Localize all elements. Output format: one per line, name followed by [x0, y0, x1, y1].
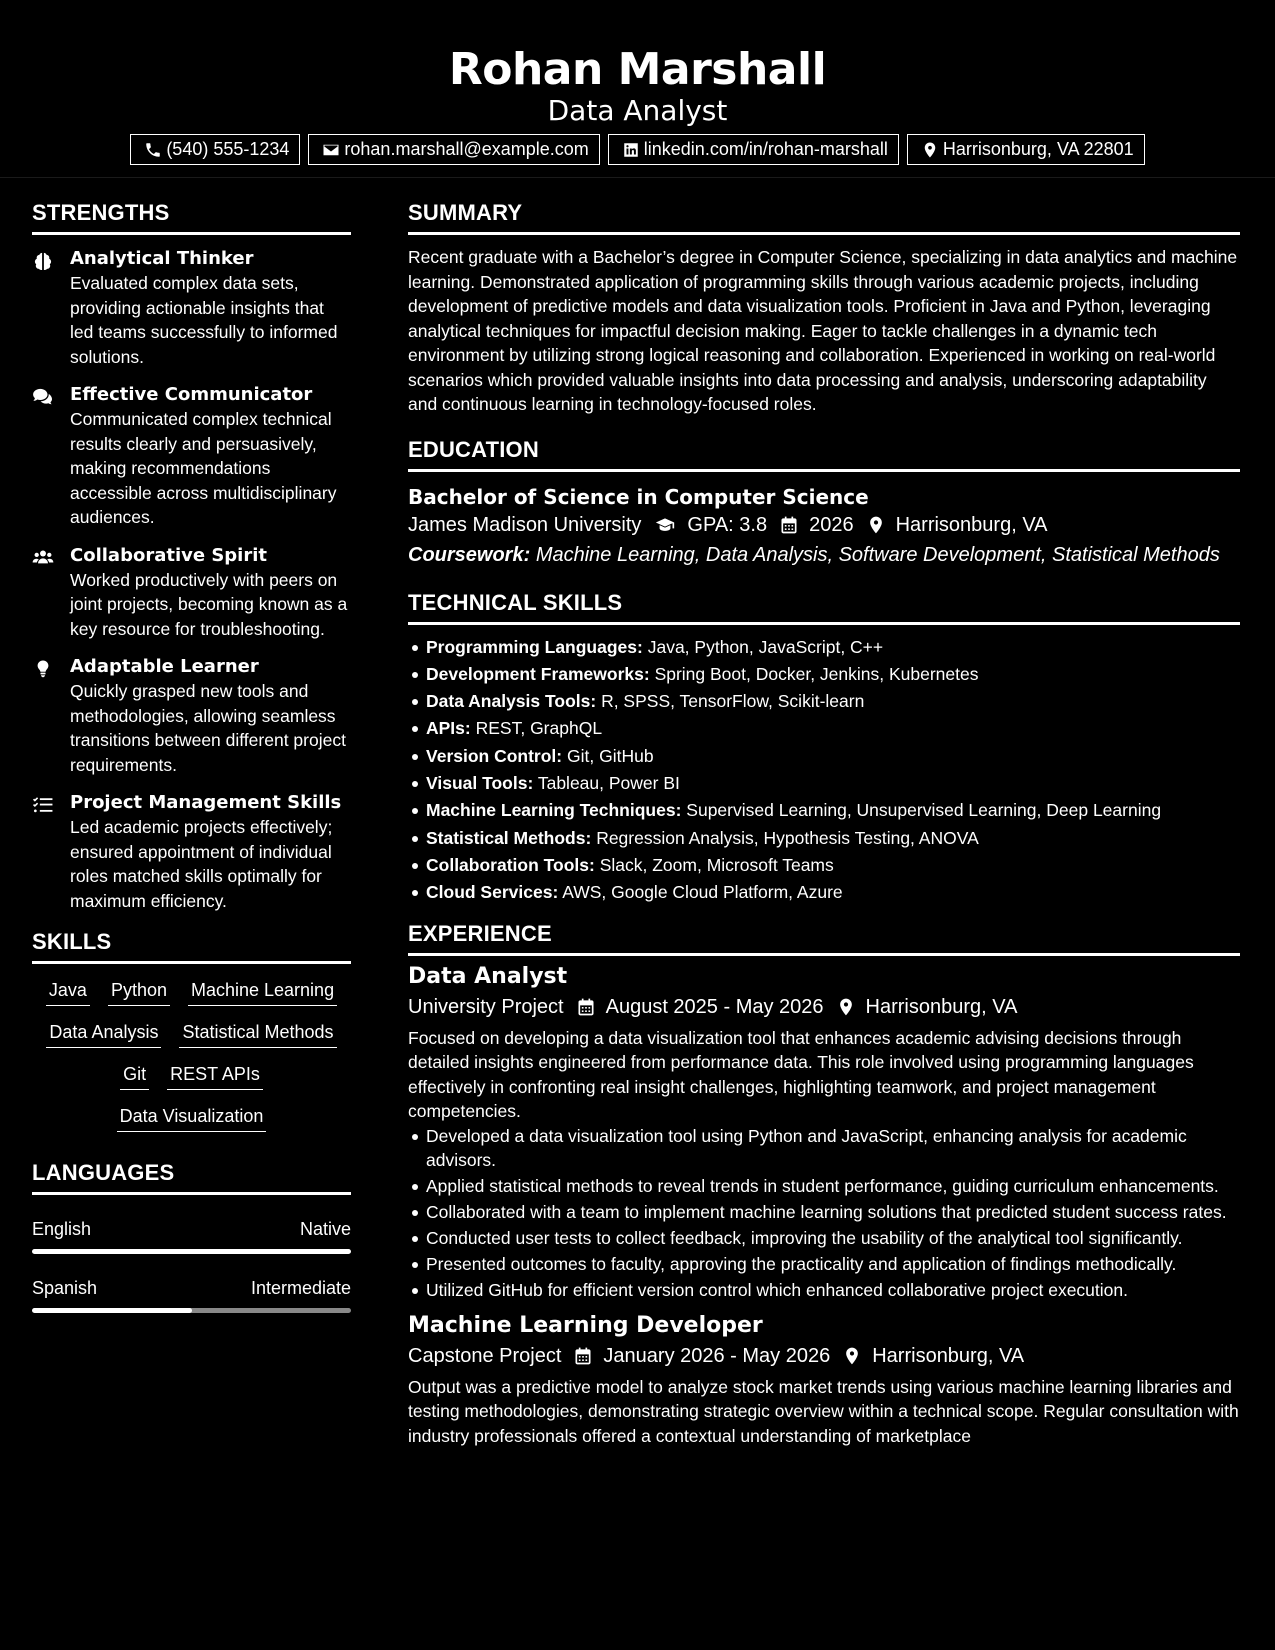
education-location: Harrisonburg, VA [895, 513, 1048, 536]
skill-category-value: Slack, Zoom, Microsoft Teams [599, 854, 834, 875]
coursework-label: Coursework: [408, 543, 531, 566]
strength-item [32, 383, 351, 530]
contact-email[interactable] [308, 134, 599, 165]
calendar-icon [576, 997, 596, 1017]
linkedin-icon [622, 141, 640, 159]
experience-title: EXPERIENCE [408, 919, 1240, 956]
languages-title: LANGUAGES [32, 1158, 351, 1195]
skill-tag: Machine Learning [188, 978, 337, 1006]
strength-item [32, 247, 351, 369]
right-column [408, 198, 1240, 1448]
phone-icon [144, 141, 162, 159]
language-name: English [32, 1219, 92, 1239]
skill-category-label: Development Frameworks: [426, 663, 650, 684]
candidate-name: Rohan Marshall [448, 44, 827, 95]
strength-item [32, 544, 351, 642]
education-school: James Madison University [408, 513, 642, 536]
strengths-title: STRENGTHS [32, 198, 351, 235]
education-gpa: GPA: 3.8 [687, 513, 768, 536]
education-year: 2026 [809, 513, 854, 536]
language-proficiency-fill [32, 1308, 192, 1313]
language-row [32, 1276, 351, 1300]
job-description: Focused on developing a data visualization tool that enhances academic advising decisions through detailed insights engineered from performance data. This role involved using programming languages effectively in confronting real insight challenges, highlighting teamwork, and project management competencies. [408, 1027, 1194, 1122]
skill-tag: Git [120, 1062, 149, 1090]
job-bullet: Collaborated with a team to implement machine learning solutions that predicted student success rates. [426, 1200, 1240, 1225]
skill-category-label: Visual Tools: [426, 772, 534, 793]
technical-skills-section [408, 588, 1240, 905]
users-icon [32, 549, 54, 567]
job-bullet: Utilized GitHub for efficient version control which enhanced collaborative project execution. [426, 1278, 1240, 1303]
contact-email-text: rohan.marshall@example.com [344, 139, 589, 159]
technical-skill-item [426, 771, 1240, 796]
summary-text: Recent graduate with a Bachelor’s degree in Computer Science, specializing in data analytics and machine learning. Demonstrated application of programming skills through various academic projects, including development of predictive models and data visualization tools. Proficient in Java and Python, leveraging analytical techniques for impactful decision making. Eager to tackle challenges in a dynamic tech environment by utilizing strong logical reasoning and collaboration. Experienced in working on real-world scenarios which provided valuable insights into data processing and analysis, underscoring adaptability and continuous learning in technology-focused roles. [408, 247, 1238, 414]
job-meta [408, 1341, 1240, 1371]
skill-category-label: Collaboration Tools: [426, 854, 595, 875]
job-bullet: Developed a data visualization tool using Python and JavaScript, enhancing analysis for academic advisors. [426, 1124, 1240, 1173]
contact-location [907, 134, 1145, 165]
technical-skill-item [426, 662, 1240, 687]
language-row [32, 1217, 351, 1241]
job-dates: January 2026 - May 2026 [603, 1344, 831, 1367]
contact-linkedin-text: linkedin.com/in/rohan-marshall [643, 139, 888, 159]
skill-category-value: Tableau, Power BI [537, 772, 680, 793]
brain-icon [32, 252, 54, 270]
skill-category-label: Data Analysis Tools: [426, 691, 597, 712]
location-pin-icon [842, 1346, 862, 1366]
language-proficiency-fill [32, 1249, 351, 1254]
location-pin-icon [836, 997, 856, 1017]
contact-linkedin[interactable] [608, 134, 899, 165]
language-level: Native [299, 1219, 351, 1239]
education-degree: Bachelor of Science in Computer Science [408, 484, 869, 509]
education-meta [408, 510, 1240, 540]
job-bullet: Conducted user tests to collect feedback, improving the usability of the analytical tool significantly. [426, 1226, 1240, 1251]
technical-skill-item [426, 744, 1240, 769]
skill-category-value: Regression Analysis, Hypothesis Testing, ANOVA [596, 827, 979, 848]
skill-category-label: APIs: [426, 718, 471, 739]
language-proficiency-bar [32, 1308, 351, 1313]
technical-skill-item [426, 689, 1240, 714]
job-entry [408, 962, 1240, 1303]
job-title: Machine Learning Developer [408, 1312, 763, 1338]
strength-title: Project Management Skills [70, 792, 342, 813]
skill-category-value: R, SPSS, TensorFlow, Scikit-learn [601, 691, 865, 712]
job-bullet: Presented outcomes to faculty, approving the practicality and application of findings methodically. [426, 1252, 1240, 1277]
skill-tag: Java [46, 978, 90, 1006]
location-pin-icon [866, 515, 886, 535]
skill-tag: Data Analysis [46, 1020, 161, 1048]
left-column [32, 198, 351, 1313]
job-dates: August 2025 - May 2026 [605, 995, 824, 1018]
technical-skill-item [426, 826, 1240, 851]
language-name: Spanish [32, 1278, 98, 1298]
strength-item [32, 655, 351, 777]
job-bullets [408, 1124, 1240, 1303]
job-org: Capstone Project [408, 1344, 562, 1367]
technical-skill-item [426, 798, 1240, 823]
skill-tag: Data Visualization [117, 1104, 267, 1132]
resume-header [0, 0, 1275, 178]
skill-category-label: Statistical Methods: [426, 827, 592, 848]
calendar-icon [573, 1346, 593, 1366]
skill-category-value: REST, GraphQL [475, 718, 603, 739]
job-meta [408, 992, 1240, 1022]
strength-title: Adaptable Learner [70, 656, 259, 677]
task-list-icon [32, 796, 54, 814]
skills-tags [32, 978, 351, 1132]
strength-desc: Evaluated complex data sets, providing actionable insights that led teams successfully to informed solutions. [70, 273, 338, 367]
job-entry [408, 1311, 1240, 1449]
contact-bar [0, 134, 1275, 165]
chat-bubbles-icon [32, 388, 54, 406]
skill-category-label: Cloud Services: [426, 882, 559, 903]
strength-title: Collaborative Spirit [70, 544, 267, 566]
skill-tag: Python [108, 978, 170, 1006]
technical-skill-item [426, 853, 1240, 878]
languages-section [32, 1158, 351, 1313]
contact-location-text: Harrisonburg, VA 22801 [942, 139, 1134, 159]
skill-category-label: Version Control: [426, 745, 563, 766]
education-section [408, 435, 1240, 570]
job-location: Harrisonburg, VA [865, 995, 1018, 1018]
technical-skills-title: TECHNICAL SKILLS [408, 588, 1240, 625]
skill-category-label: Programming Languages: [426, 636, 643, 657]
job-org: University Project [408, 995, 564, 1018]
experience-section [408, 919, 1240, 1449]
contact-phone[interactable] [130, 134, 300, 165]
strength-title: Analytical Thinker [70, 248, 254, 269]
strengths-list [32, 247, 351, 913]
education-title: EDUCATION [408, 435, 1240, 472]
coursework-list: Machine Learning, Data Analysis, Software Development, Statistical Methods [535, 543, 1220, 566]
job-bullet: Applied statistical methods to reveal trends in student performance, guiding curriculum enhancements. [426, 1174, 1240, 1199]
candidate-role: Data Analyst [547, 94, 728, 127]
graduation-cap-icon [653, 515, 677, 535]
language-level: Intermediate [250, 1278, 351, 1298]
strength-desc: Communicated complex technical results clearly and persuasively, making recommendations accessible across multidisciplinary audiences. [70, 409, 337, 527]
job-description: Output was a predictive model to analyze stock market trends using various machine learning libraries and testing methodologies, demonstrating strategic overview within a technical scope. Regular consultation with industry professionals offered a contextual understanding of marketplace [408, 1376, 1239, 1446]
strength-desc: Led academic projects effectively; ensured appointment of individual roles matched skills optimally for maximum efficiency. [70, 817, 333, 911]
skill-tag: REST APIs [167, 1062, 263, 1090]
contact-phone-text: (540) 555-1234 [166, 139, 290, 159]
education-coursework [408, 540, 1240, 570]
strength-desc: Worked productively with peers on joint projects, becoming known as a key resource for troubleshooting. [70, 569, 348, 639]
skill-tag: Statistical Methods [179, 1020, 336, 1048]
calendar-icon [779, 515, 799, 535]
envelope-icon [322, 141, 340, 159]
strength-title: Effective Communicator [70, 384, 313, 405]
technical-skill-item [426, 716, 1240, 741]
skill-category-value: Spring Boot, Docker, Jenkins, Kubernetes [654, 663, 979, 684]
technical-skill-item [426, 880, 1240, 905]
skill-category-value: Supervised Learning, Unsupervised Learning, Deep Learning [686, 800, 1162, 821]
skill-category-value: Java, Python, JavaScript, C++ [647, 636, 884, 657]
strength-desc: Quickly grasped new tools and methodologies, allowing seamless transitions between different project requirements. [70, 681, 346, 775]
skills-title: SKILLS [32, 927, 351, 964]
lightbulb-icon [32, 660, 54, 678]
location-pin-icon [921, 141, 939, 159]
skill-category-label: Machine Learning Techniques: [426, 800, 682, 821]
strength-item [32, 791, 351, 913]
language-proficiency-bar [32, 1249, 351, 1254]
summary-title: SUMMARY [408, 198, 1240, 235]
technical-skill-item [426, 635, 1240, 660]
job-title: Data Analyst [408, 963, 568, 989]
technical-skills-list [408, 635, 1240, 905]
skill-category-value: AWS, Google Cloud Platform, Azure [562, 882, 843, 903]
skill-category-value: Git, GitHub [567, 745, 654, 766]
job-location: Harrisonburg, VA [872, 1344, 1025, 1367]
